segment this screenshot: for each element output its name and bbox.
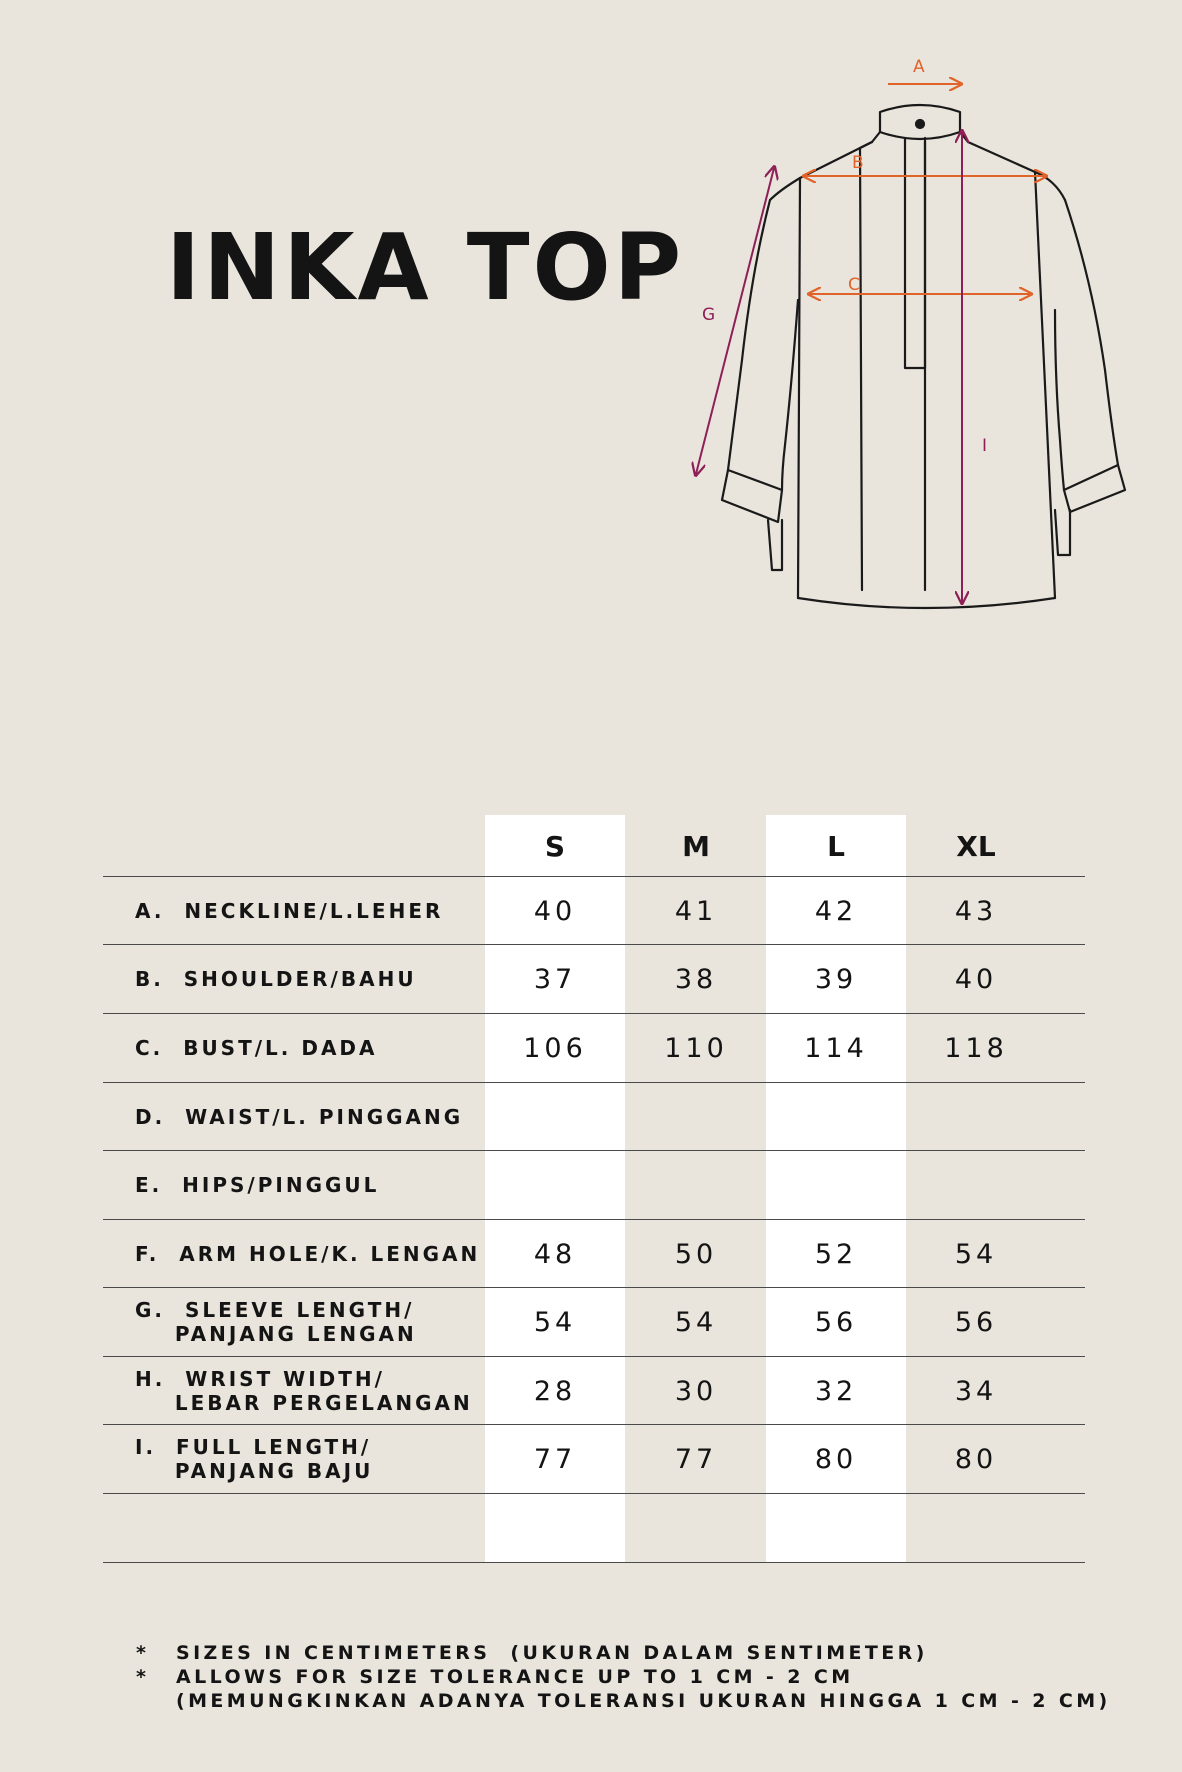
size-header-s: S — [544, 829, 566, 863]
value-l — [766, 1083, 906, 1151]
label-b: B — [852, 153, 864, 173]
value-s: 37 — [533, 963, 577, 995]
value-l: 114 — [804, 1032, 868, 1064]
shirt-illustration-icon — [660, 50, 1160, 630]
table-row — [103, 1220, 1085, 1288]
page-title: INKA TOP — [166, 214, 685, 321]
value-l: 39 — [814, 963, 858, 995]
value-xl — [906, 1151, 1046, 1219]
value-s: 77 — [533, 1443, 577, 1475]
size-chart-table — [103, 815, 1085, 1563]
size-header-l: L — [827, 829, 845, 863]
value-m: 30 — [674, 1375, 718, 1407]
value-m — [626, 1083, 766, 1151]
value-s — [485, 1083, 625, 1151]
value-m: 110 — [664, 1032, 728, 1064]
row-label: A. NECKLINE/L.LEHER — [135, 899, 444, 923]
value-l: 56 — [814, 1306, 858, 1338]
value-s: 54 — [533, 1306, 577, 1338]
table-row — [103, 1014, 1085, 1082]
value-xl: 43 — [954, 895, 998, 927]
asterisk: * — [136, 1642, 150, 1664]
table-row — [103, 1151, 1085, 1219]
footnotes — [136, 1641, 1111, 1713]
row-label: B. SHOULDER/BAHU — [135, 967, 417, 991]
value-l: 52 — [814, 1238, 858, 1270]
asterisk: * — [136, 1666, 150, 1688]
label-g: G — [702, 305, 716, 325]
value-xl — [906, 1494, 1046, 1562]
value-l: 32 — [814, 1375, 858, 1407]
value-m: 50 — [674, 1238, 718, 1270]
row-label: C. BUST/L. DADA — [135, 1036, 378, 1060]
value-l: 42 — [814, 895, 858, 927]
row-label: G. SLEEVE LENGTH/ PANJANG LENGAN — [135, 1298, 417, 1346]
value-m: 54 — [674, 1306, 718, 1338]
value-s — [485, 1151, 625, 1219]
table-row — [103, 1288, 1085, 1356]
value-xl: 118 — [944, 1032, 1008, 1064]
value-xl: 54 — [954, 1238, 998, 1270]
asterisk — [136, 1689, 176, 1713]
value-xl: 80 — [954, 1443, 998, 1475]
value-l — [766, 1494, 906, 1562]
footnote — [136, 1665, 1111, 1689]
label-c: C — [848, 275, 860, 295]
table-row — [103, 945, 1085, 1013]
value-m: 77 — [674, 1443, 718, 1475]
value-xl: 56 — [954, 1306, 998, 1338]
value-xl: 40 — [954, 963, 998, 995]
value-xl: 34 — [954, 1375, 998, 1407]
row-label: F. ARM HOLE/K. LENGAN — [135, 1242, 481, 1266]
value-l: 80 — [814, 1443, 858, 1475]
value-s: 28 — [533, 1375, 577, 1407]
label-i: I — [982, 436, 988, 456]
label-a: A — [913, 57, 925, 77]
value-s: 106 — [523, 1032, 587, 1064]
size-header-m: M — [682, 829, 710, 863]
footnote — [136, 1689, 1111, 1713]
table-row — [103, 1425, 1085, 1493]
table-row — [103, 1494, 1085, 1562]
garment-diagram — [660, 50, 1160, 630]
footnote-text: (MEMUNGKINKAN ADANYA TOLERANSI UKURAN HINGGA 1 CM - 2 CM) — [176, 1690, 1111, 1712]
row-label: H. WRIST WIDTH/ LEBAR PERGELANGAN — [135, 1367, 473, 1415]
table-row — [103, 877, 1085, 945]
value-l — [766, 1151, 906, 1219]
value-m: 38 — [674, 963, 718, 995]
value-s: 48 — [533, 1238, 577, 1270]
table-row — [103, 1083, 1085, 1151]
value-s — [485, 1494, 625, 1562]
footnote-text: SIZES IN CENTIMETERS (UKURAN DALAM SENTIMETER) — [176, 1642, 928, 1664]
value-m — [626, 1151, 766, 1219]
value-s: 40 — [533, 895, 577, 927]
row-divider — [103, 1562, 1085, 1563]
footnote — [136, 1641, 1111, 1665]
value-m: 41 — [674, 895, 718, 927]
table-row — [103, 1357, 1085, 1425]
value-xl — [906, 1083, 1046, 1151]
footnote-text: ALLOWS FOR SIZE TOLERANCE UP TO 1 CM - 2 CM — [176, 1666, 854, 1688]
row-label: D. WAIST/L. PINGGANG — [135, 1105, 464, 1129]
row-label: I. FULL LENGTH/ PANJANG BAJU — [135, 1435, 374, 1483]
row-label: E. HIPS/PINGGUL — [135, 1173, 380, 1197]
size-header-xl: XL — [956, 829, 996, 863]
value-m — [626, 1494, 766, 1562]
